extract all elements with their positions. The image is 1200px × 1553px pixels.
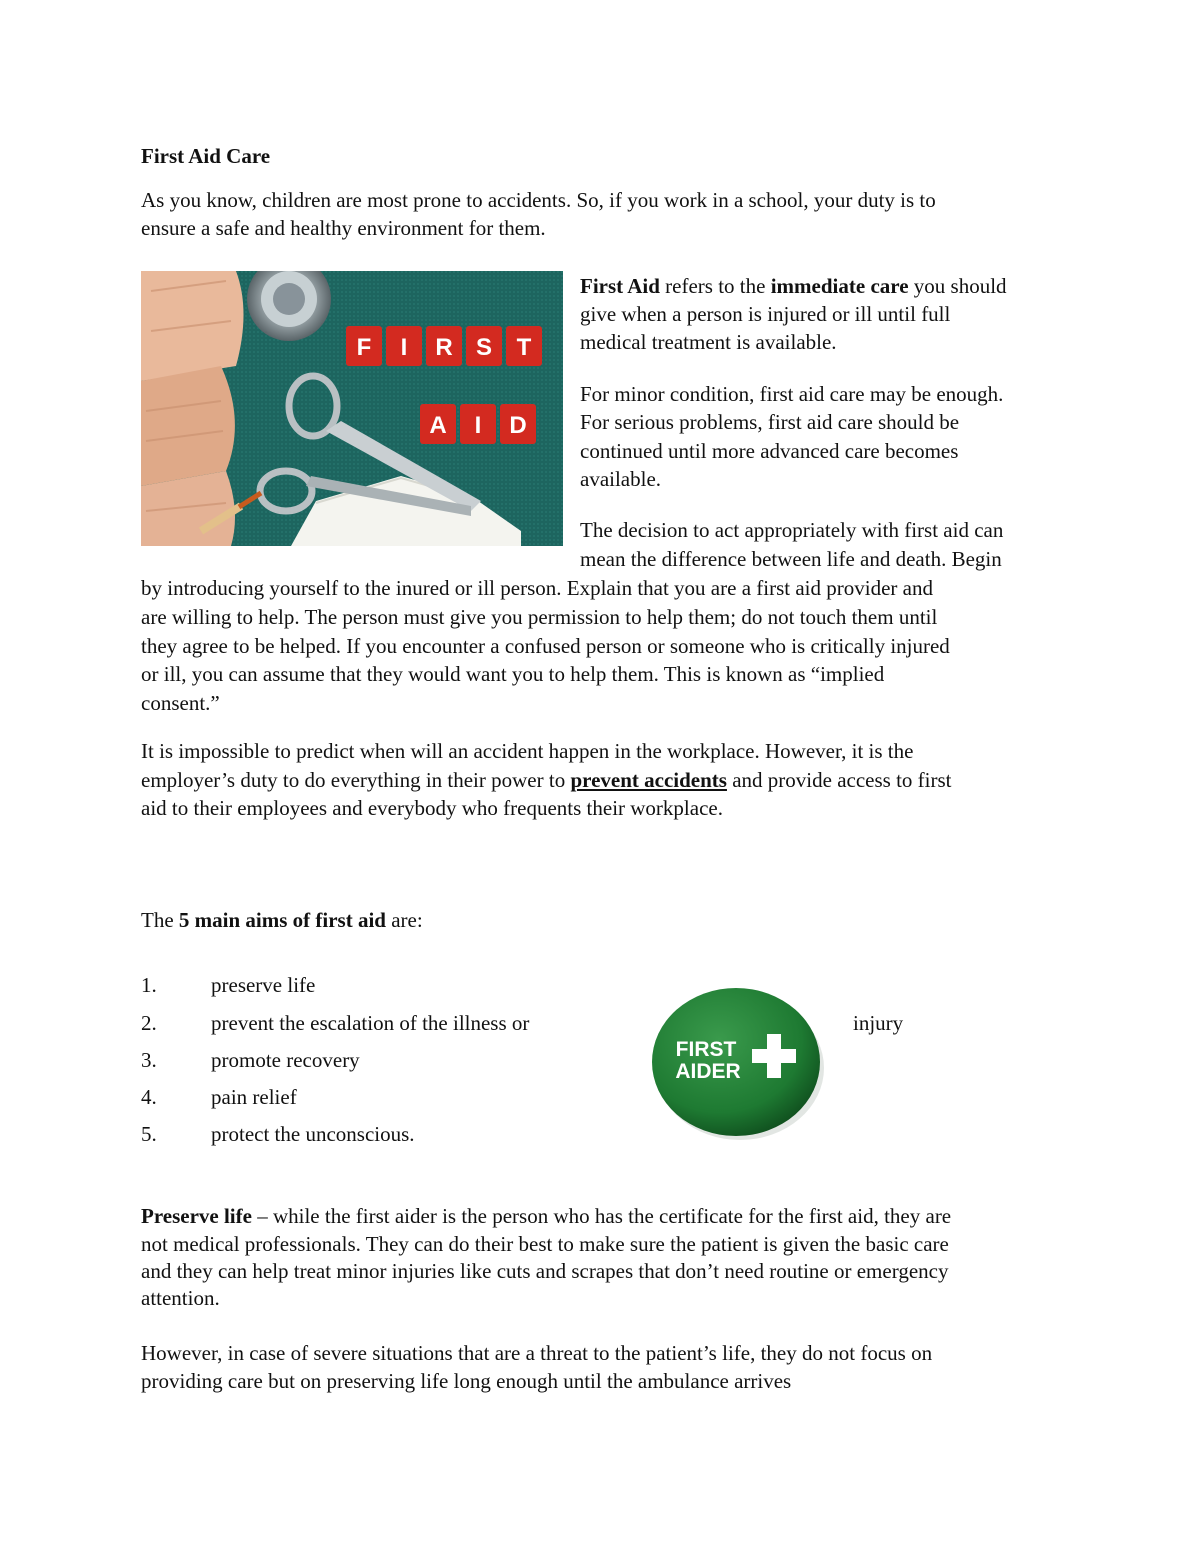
decision-line: or ill, you can assume that they would want you to help them. This is known as “implied <box>141 662 885 686</box>
intro-line: ensure a safe and healthy environment for them. <box>141 216 546 240</box>
prevent-accidents-link[interactable]: prevent accidents <box>570 768 727 792</box>
minor-line: For serious problems, first aid care should be <box>580 410 960 434</box>
page-title: First Aid Care <box>141 144 271 168</box>
list-item: preserve life <box>211 973 316 997</box>
list-number: 4. <box>141 1085 157 1109</box>
tile-letter: F <box>356 334 372 361</box>
employer-line: It is impossible to predict when will an accident happen in the workplace. However, it is the <box>141 739 914 763</box>
definition-line <box>580 272 1007 301</box>
tile-letter: I <box>400 334 408 361</box>
employer-line: aid to their employees and everybody who frequents their workplace. <box>141 796 723 820</box>
tile-letter: T <box>516 334 532 361</box>
word-tiles-aid <box>420 404 536 444</box>
tile-letter: I <box>474 412 482 439</box>
word-tiles-first <box>346 326 542 366</box>
list-item: protect the unconscious. <box>211 1122 415 1146</box>
employer-line <box>141 766 951 795</box>
preserve-line <box>141 1202 951 1231</box>
aims-heading <box>141 906 423 935</box>
however-line: However, in case of severe situations that are a threat to the patient’s life, they do not focus on <box>141 1341 933 1365</box>
definition-line: give when a person is injured or ill until full <box>580 302 951 326</box>
tile-letter: S <box>475 334 493 361</box>
term-immediate-care: immediate care <box>770 274 909 298</box>
employer-text: employer’s duty to do everything in their power to <box>141 768 571 792</box>
list-number: 3. <box>141 1048 157 1072</box>
minor-line: continued until more advanced care becomes <box>580 439 959 463</box>
preserve-text: – while the first aider is the person who has the certificate for the first aid, they are <box>251 1204 952 1228</box>
preserve-line: attention. <box>141 1286 220 1310</box>
list-item: promote recovery <box>211 1048 360 1072</box>
tile-letter: R <box>435 334 453 361</box>
definition-line: medical treatment is available. <box>580 330 837 354</box>
first-aider-badge <box>648 982 828 1142</box>
decision-line: by introducing yourself to the inured or ill person. Explain that you are a first aid provider and <box>141 576 933 600</box>
tile-letter: A <box>429 412 447 439</box>
intro-line: As you know, children are most prone to accidents. So, if you work in a school, your duty is to <box>141 188 936 212</box>
however-line: providing care but on preserving life long enough until the ambulance arrives <box>141 1369 792 1393</box>
term-preserve-life: Preserve life <box>141 1204 252 1228</box>
definition-text: you should <box>908 274 1007 298</box>
definition-text: refers to the <box>659 274 771 298</box>
term-first-aid: First Aid <box>580 274 660 298</box>
list-item-tail: injury <box>853 1011 904 1035</box>
decision-line: they agree to be helped. If you encounter a confused person or someone who is critically injured <box>141 634 950 658</box>
aims-heading-bold: 5 main aims of first aid <box>178 908 386 932</box>
employer-text: and provide access to first <box>726 768 952 792</box>
badge-line: AIDER <box>675 1060 741 1083</box>
list-item: pain relief <box>211 1085 297 1109</box>
tile-letter: D <box>509 412 527 439</box>
preserve-line: not medical professionals. They can do their best to make sure the patient is given the basic care <box>141 1232 949 1256</box>
list-number: 1. <box>141 973 157 997</box>
list-number: 5. <box>141 1122 157 1146</box>
minor-line: For minor condition, first aid care may be enough. <box>580 382 1004 406</box>
preserve-line: and they can help treat minor injuries like cuts and scrapes that don’t need routine or emergency <box>141 1259 949 1283</box>
decision-line: mean the difference between life and death. Begin <box>580 547 1002 571</box>
decision-line: The decision to act appropriately with first aid can <box>580 518 1004 542</box>
aims-heading-text: are: <box>385 908 423 932</box>
list-item: prevent the escalation of the illness or <box>211 1011 530 1035</box>
badge-line: FIRST <box>675 1038 737 1061</box>
decision-line: are willing to help. The person must give you permission to help them; do not touch them until <box>141 605 938 629</box>
minor-line: available. <box>580 467 662 491</box>
decision-line: consent.” <box>141 691 220 715</box>
list-number: 2. <box>141 1011 157 1035</box>
aims-heading-text: The <box>141 908 179 932</box>
bandage-roll <box>141 271 244 546</box>
first-aid-photo <box>141 271 563 546</box>
